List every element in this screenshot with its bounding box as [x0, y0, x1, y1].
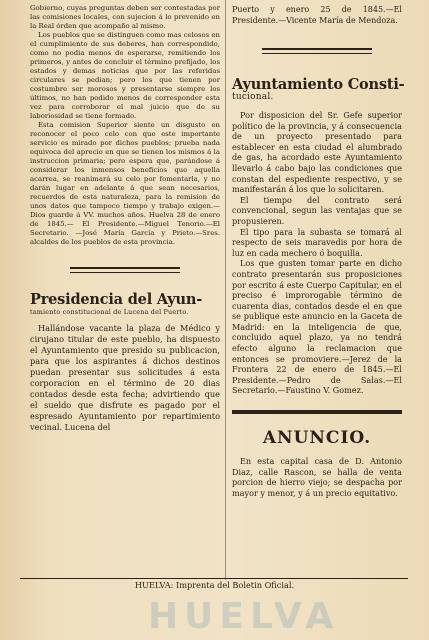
section-heading: Presidencia del Ayun- [30, 291, 203, 308]
paragraph: Gobierno, cuyas preguntas deben ser contestadas por las comisiones locales, con sujecion á lo prevenido en la Real órden que acompaño al mismo. [30, 4, 220, 30]
paragraph: Puerto y enero 25 de 1845.—El Presidente.—Vicente María de Mendoza. [232, 5, 402, 25]
paragraph: El tipo para la subasta se tomará al respecto de seis maravedis por hora de luz en cada mechero ó boquilla. [232, 226, 402, 258]
paragraph: Por disposicion del Sr. Gefe superior político de la provincia, y á consecuencia de un proyecto presentado para establecer en esta ciudad el alumbrado de gas, ha acordado este Ayuntamiento llevarlo á cabo bajo las condiciones que constan del espediente respectivo, y se manifestarán á los que lo solicitaren. [232, 110, 402, 195]
section-heading: Ayuntamiento Consti- [232, 76, 405, 93]
section-divider [70, 267, 180, 273]
section-subheading: tamiento constitucional de Lucena del Puerto. [30, 308, 189, 316]
huelva-watermark: HUELVA [148, 596, 340, 637]
footer-rule [20, 578, 408, 579]
imprint-footer: HUELVA: Imprenta del Boletin Oficial. [134, 580, 295, 590]
paragraph: Esta comision Superior siente un disgusto en reconocer el poco celo con que este importante servicio es mirado por dichos pueblos; prueba nada equivoca del aprecio en que se tienen los mismos á la instruccion primaria; pero espera que, parándose á considerar los inmensos beneficios que aquella acarrea, se reanimará su celo por fomentarla, y no darán lugar en adelante á que sean necesarios, recuerdos de esta naturaleza, para la remision de unos datos que tampoco tiempo y trabajo exigen.—Dios guarde á VV. muchos años. Huelva 28 de enero de 1845.— El Presidente.—Miguel Tenorio.—El Secretario. —José María García y Prieto.—Sres. alcaldes de los pueblos de esta provincia. [30, 121, 220, 246]
anuncio-heading: ANUNCIO. [262, 428, 372, 449]
paragraph: Los que gusten tomar parte en dicho contrato presentarán sus proposiciones por escrito á este Cuerpo Capitular, en el preciso é improrogable término de cuarenta dias, contados desde el en que se publique este anuncio en la Gaceta de Madrid: en la inteligencia de que, concluido aquel plazo, ya no tendrá efecto alguno la reclamacion que entonces se promoviere.—Jerez de la Frontera 22 de enero de 1845.—El Presidente.—Pedro de Salas.—El Secretario.—Faustino V. Gomez. [232, 258, 402, 396]
section-subheading: tucional. [232, 92, 274, 102]
column-divider [225, 0, 226, 580]
paragraph: Los pueblos que se distinguen como mas celosos en el cumplimiento de sus deberes, han correspondido, como no podia menos de esperarse, remitiendo los primeros, y antes de concluir el término prefijado, los estados y demas noticias que por las referidas circulares se pedian; pero los que tienen por costumbre ser morosos y presentarse siempre los últimos, no han podido menos de corresponder esta vez para corroborar el mal juicio que de su laboriosidad se tiene formado. [30, 31, 220, 120]
section-divider [232, 410, 402, 414]
section-divider [262, 48, 372, 54]
paragraph: En esta capital casa de D. Antonio Diaz, calle Rascon, se halla de venta porcion de hierro viejo; se despacha por mayor y menor, y á un precio equitativo. [232, 456, 402, 498]
left-column [30, 0, 220, 433]
right-column [232, 0, 405, 498]
paragraph: El tiempo del contrato será convencional, segun las ventajas que se propusieren. [232, 194, 402, 226]
paragraph: Hallándose vacante la plaza de Médico y cirujano titular de este pueblo, ha dispuesto el Ayuntamiento que presido su publicacion, para que los aspirantes á dichos destinos puedan presentar sus solicitudes á esta corporacion en el término de 20 dias contados desde esta fecha; advirtiendo que el sueldo que disfrute es pagado por el espresado Ayuntamiento por repartimiento vecinal. Lucena del [30, 323, 220, 432]
